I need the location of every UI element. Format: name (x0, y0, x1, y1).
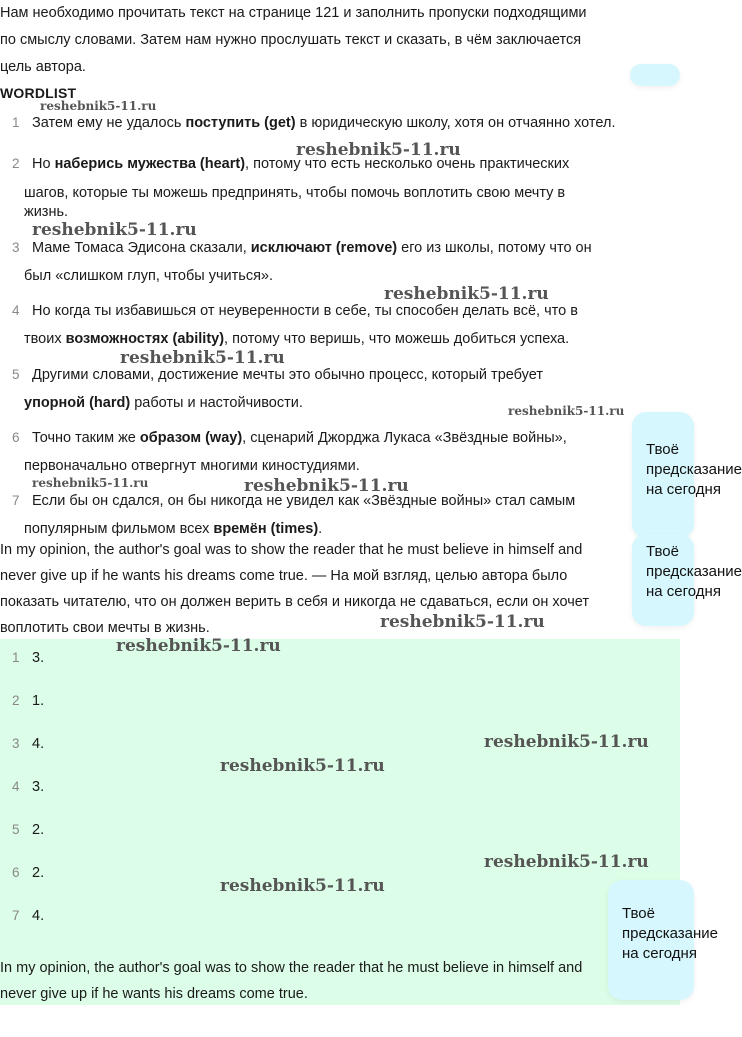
prediction-text: на сегодня (622, 945, 697, 962)
prediction-text: Твоё (646, 543, 679, 560)
watermark: reshebnik5-11.ru (508, 404, 625, 418)
answer-word: исключают (remove) (250, 240, 398, 256)
opinion-line: воплотить свои мечты в жизнь. (0, 620, 210, 636)
item-sentence-line: был «слишком глуп, чтобы учиться». (24, 268, 274, 284)
item-sentence-line: шагов, которые ты можешь предпринять, чтобы помочь воплотить свою мечту в (24, 185, 566, 201)
item-number: 3 (12, 240, 20, 255)
answer-value: 3. (32, 650, 45, 666)
intro-line: Нам необходимо прочитать текст на странице 121 и заполнить пропуски подходящими (0, 5, 587, 21)
answer-word: возможностях (ability) (65, 331, 225, 347)
prediction-text: Твоё (646, 441, 679, 458)
item-number: 2 (12, 156, 20, 171)
answer-opinion-line: In my opinion, the author's goal was to show the reader that he must believe in himself and (0, 960, 583, 976)
item-sentence-line: популярным фильмом всех времён (times). (24, 521, 323, 537)
answer-value: 3. (32, 779, 45, 795)
prediction-text: Твоё (622, 905, 655, 922)
item-number: 6 (12, 430, 20, 445)
answer-number: 6 (12, 865, 20, 880)
item-number: 5 (12, 367, 20, 382)
watermark: reshebnik5-11.ru (244, 476, 409, 496)
item-sentence: Но когда ты избавишься от неуверенности в себе, ты способен делать всё, что в (32, 303, 578, 319)
watermark: reshebnik5-11.ru (484, 852, 649, 872)
prediction-text: предсказание (622, 925, 719, 942)
answer-number: 3 (12, 736, 20, 751)
opinion-line: показать читателю, что он должен верить в себя и никогда не сдаваться, если он хочет (0, 594, 589, 610)
item-sentence: Но наберись мужества (heart), потому что есть несколько очень практических (32, 156, 570, 172)
item-number: 7 (12, 493, 20, 508)
prediction-bubble[interactable] (608, 880, 719, 1000)
watermark: reshebnik5-11.ru (380, 612, 545, 632)
prediction-text: предсказание (646, 461, 742, 478)
intro-line: цель автора. (0, 59, 86, 75)
watermark: reshebnik5-11.ru (220, 876, 385, 896)
prediction-text: на сегодня (646, 481, 721, 498)
answer-number: 5 (12, 822, 20, 837)
watermark: reshebnik5-11.ru (484, 732, 649, 752)
answers-panel (0, 639, 680, 1005)
answer-number: 4 (12, 779, 20, 794)
answer-value: 4. (32, 908, 45, 924)
item-sentence-line: упорной (hard) работы и настойчивости. (24, 395, 303, 411)
item-sentence: Если бы он сдался, он бы никогда не увидел как «Звёздные войны» стал самым (32, 493, 576, 509)
answer-value: 1. (32, 693, 45, 709)
answer-word: времён (times) (213, 521, 319, 537)
prediction-bubble[interactable] (632, 412, 742, 538)
watermark: reshebnik5-11.ru (32, 220, 197, 240)
watermark: reshebnik5-11.ru (32, 476, 149, 490)
prediction-text: предсказание (646, 563, 742, 580)
watermark: reshebnik5-11.ru (120, 348, 285, 368)
answer-opinion-line: never give up if he wants his dreams come true. (0, 986, 308, 1002)
answer-value: 2. (32, 865, 45, 881)
item-sentence-line: первоначально отвергнут многими киностудиями. (24, 458, 360, 474)
opinion-line: never give up if he wants his dreams come true. — На мой взгляд, целью автора было (0, 568, 568, 584)
watermark: reshebnik5-11.ru (40, 99, 157, 113)
prediction-bubble[interactable] (630, 64, 680, 86)
item-number: 4 (12, 303, 20, 318)
intro-line: по смыслу словами. Затем нам нужно прослушать текст и сказать, в чём заключается (0, 32, 582, 48)
watermark: reshebnik5-11.ru (116, 636, 281, 656)
watermark: reshebnik5-11.ru (220, 756, 385, 776)
opinion-line: In my opinion, the author's goal was to show the reader that he must believe in himself and (0, 542, 583, 558)
answer-word: поступить (get) (185, 115, 296, 131)
watermark: reshebnik5-11.ru (296, 140, 461, 160)
answer-value: 2. (32, 822, 45, 838)
watermark: reshebnik5-11.ru (384, 284, 549, 304)
answer-value: 4. (32, 736, 45, 752)
answer-number: 2 (12, 693, 20, 708)
item-sentence: Точно таким же образом (way), сценарий Джорджа Лукаса «Звёздные войны», (32, 430, 567, 446)
answer-number: 1 (12, 650, 20, 665)
item-sentence: Другими словами, достижение мечты это обычно процесс, который требует (32, 367, 543, 383)
item-sentence: Маме Томаса Эдисона сказали, исключают (remove) его из школы, потому что он (32, 240, 592, 256)
answer-word: образом (way) (139, 430, 243, 446)
wordlist-heading: WORDLIST (0, 85, 77, 101)
prediction-text: на сегодня (646, 583, 721, 600)
item-sentence: Затем ему не удалось поступить (get) в юридическую школу, хотя он отчаянно хотел. (32, 115, 616, 131)
item-sentence-line: твоих возможностях (ability), потому что веришь, что можешь добиться успеха. (24, 331, 570, 347)
prediction-bubble[interactable] (632, 534, 742, 626)
item-number: 1 (12, 115, 20, 130)
answer-word: наберись мужества (heart) (54, 156, 246, 172)
answer-number: 7 (12, 908, 20, 923)
item-sentence-line: жизнь. (24, 204, 69, 220)
answer-word: упорной (hard) (24, 395, 131, 411)
